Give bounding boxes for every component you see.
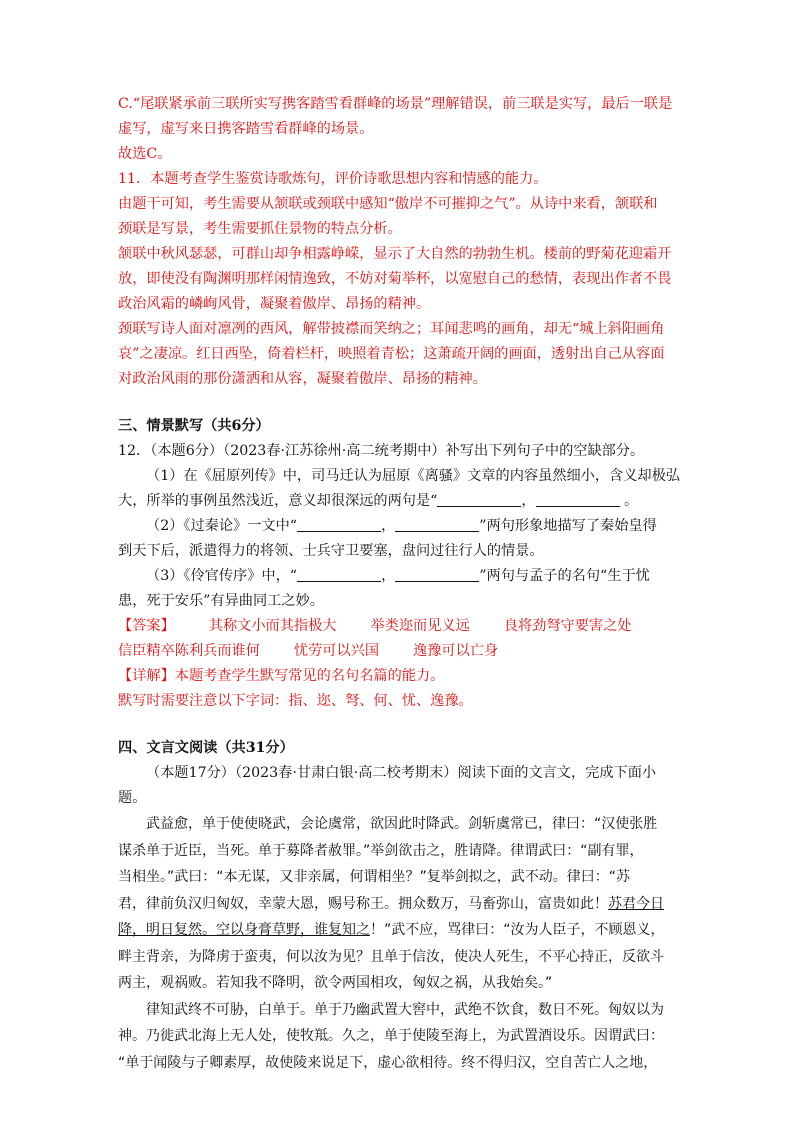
section3-heading: 三、情景默写（共6分）	[118, 418, 270, 434]
passage-line: 当相坐。”武曰：“本无谋，又非亲属，何谓相坐？”复举剑拟之，武不动。律曰：“苏	[118, 869, 631, 885]
fill-blank[interactable]	[395, 516, 479, 532]
section4-heading: 四、文言文阅读（共31分）	[118, 740, 294, 756]
q11-analysis-line: 颈联写诗人面对凛冽的西风，解带披襟而笑纳之；耳闻悲鸣的画角，却无“城上斜阳画角	[118, 321, 665, 337]
q11-analysis-line: 由题干可知，考生需要从颔联或颈联中感知“傲岸不可摧抑之气”。从诗中来看，颔联和	[118, 196, 658, 212]
passage-line: 律知武终不可胁，白单于。单于乃幽武置大窖中，武绝不饮食，数日不死。匈奴以为	[146, 1001, 664, 1018]
conclusion-line: 故选C。	[118, 146, 172, 162]
fill-blank[interactable]	[395, 566, 479, 582]
q12-item3-line: 患，死于安乐”有异曲同工之妙。	[118, 593, 324, 609]
answer-line	[118, 614, 680, 639]
option-c-explanation-line: C.“尾联紧承前三联所实写携客踏雪看群峰的场景”理解错误，前三联是实写，最后一联是	[118, 96, 673, 112]
option-c-explanation-line: 虚写，虚写来日携客踏雪看群峰的场景。	[118, 121, 374, 137]
q12-item1-line: 大，所举的事例虽然浅近，意义却很深远的两句是“ ， 。	[118, 493, 639, 509]
passage-line: 畔主背亲，为降虏于蛮夷，何以汝为见？且单于信汝，使决人死生，不平心持正，反欲斗	[118, 948, 664, 965]
passage-line: 谋杀单于近臣，当死。单于募降者赦罪。”举剑欲击之，胜请降。律谓武曰：“副有罪，	[118, 842, 644, 859]
q11-analysis-line: 哀”之凄凉。红日西坠，倚着栏杆，映照着青松；这萧疏开阔的画面，透射出自己从容面	[118, 346, 665, 362]
answer-item: 信臣精卒陈利兵而谁何	[118, 643, 260, 659]
underlined-sentence: 苏君今日	[608, 895, 664, 912]
answer-item: 其称文小而其指极大	[208, 618, 337, 634]
q12-block	[118, 439, 680, 614]
answer-item: 良将劲弩守要害之处	[503, 618, 632, 634]
answer-item: 忧劳可以兴国	[293, 643, 380, 659]
q12-item2-line: 到天下后，派遣得力的将领、士兵守卫要塞，盘问过往行人的情景。	[118, 543, 544, 559]
q12-answer-block	[118, 614, 680, 714]
q11-analysis-line: 11．本题考查学生鉴赏诗歌炼句，评价诗歌思想内容和情感的能力。	[118, 171, 548, 187]
fill-blank[interactable]	[437, 491, 521, 507]
q12-item1-line: （1）在《屈原列传》中，司马迁认为屈原《离骚》文章的内容虽然细小，含义却极弘	[146, 468, 680, 484]
fill-blank[interactable]	[297, 566, 381, 582]
q11-analysis-line: 放，即使没有陶渊明那样闲情逸致，不妨对菊举杯，以宽慰自己的愁情，表现出作者不畏	[118, 271, 672, 287]
passage-line: 神。乃徙武北海上无人处，使牧羝。久之，单于使陵至海上，为武置酒设乐。因谓武曰：	[118, 1028, 664, 1044]
fill-blank[interactable]	[536, 491, 620, 507]
q11-analysis-line: 对政治风雨的那份潇洒和从容，凝聚着傲岸、昂扬的精神。	[118, 371, 487, 387]
answer-tag: 【答案】	[118, 618, 175, 634]
fill-blank[interactable]	[297, 516, 381, 532]
passage-line: 君，律前负汉归匈奴，幸蒙大恩，赐号称王。拥众数万，马畜弥山，富贵如此！苏君今日	[118, 895, 664, 912]
q12-item2-line: （2）《过秦论》一文中“ ， ”两句形象地描写了秦始皇得	[146, 518, 657, 534]
section4-intro: （本题17分）（2023春·甘肃白银·高二校考期末）阅读下面的文言文，完成下面小题。	[118, 765, 657, 806]
answer-item: 逸豫可以亡身	[413, 643, 499, 659]
page-content	[118, 92, 680, 1076]
passage-line: “单于闻陵与子卿素厚，故使陵来说足下，虚心欲相待。终不得归汉，空自苦亡人之地，	[118, 1054, 658, 1071]
detail-tag: 【详解】	[118, 668, 175, 684]
q11-analysis-line: 政治风霜的嶙峋风骨，凝聚着傲岸、昂扬的精神。	[118, 296, 431, 312]
passage-line: 两主，观祸败。若知我不降明，欲令两国相攻，匈奴之祸，从我始矣。”	[118, 975, 553, 991]
q12-item3-line: （3）《伶官传序》中，“ ， ”两句与孟子的名句“生于忧	[146, 568, 650, 584]
answer-item: 举类迩而见义远	[370, 618, 470, 634]
q11-analysis-line: 颈联是写景，考生需要抓住景物的特点分析。	[118, 221, 402, 237]
detail-line: 【详解】本题考查学生默写常见的名句名篇的能力。	[118, 668, 445, 684]
detail-line: 默写时需要注意以下字词：指、迩、弩、何、忧、逸豫。	[118, 693, 473, 709]
underlined-sentence: 降，明日复然。空以身膏草野，谁复知之	[118, 922, 370, 938]
passage-line: 武益愈，单于使使晓武，会论虞常，欲因此时降武。剑斩虞常已，律曰：“汉使张胜	[146, 816, 658, 832]
q12-intro: 12．（本题6分）（2023春·江苏徐州·高二统考期中）补写出下列句子中的空缺部分。	[118, 443, 645, 459]
passage-line: 降，明日复然。空以身膏草野，谁复知之！”武不应，骂律曰：“汝为人臣子，不顾恩义，	[118, 922, 665, 938]
q11-analysis-line: 颔联中秋风瑟瑟，可群山却争相露峥嵘，显示了大自然的勃勃生机。楼前的野菊花迎霜开	[118, 246, 672, 262]
answer-line	[118, 639, 680, 664]
classical-passage	[118, 811, 680, 1076]
previous-answer-block	[118, 92, 680, 392]
